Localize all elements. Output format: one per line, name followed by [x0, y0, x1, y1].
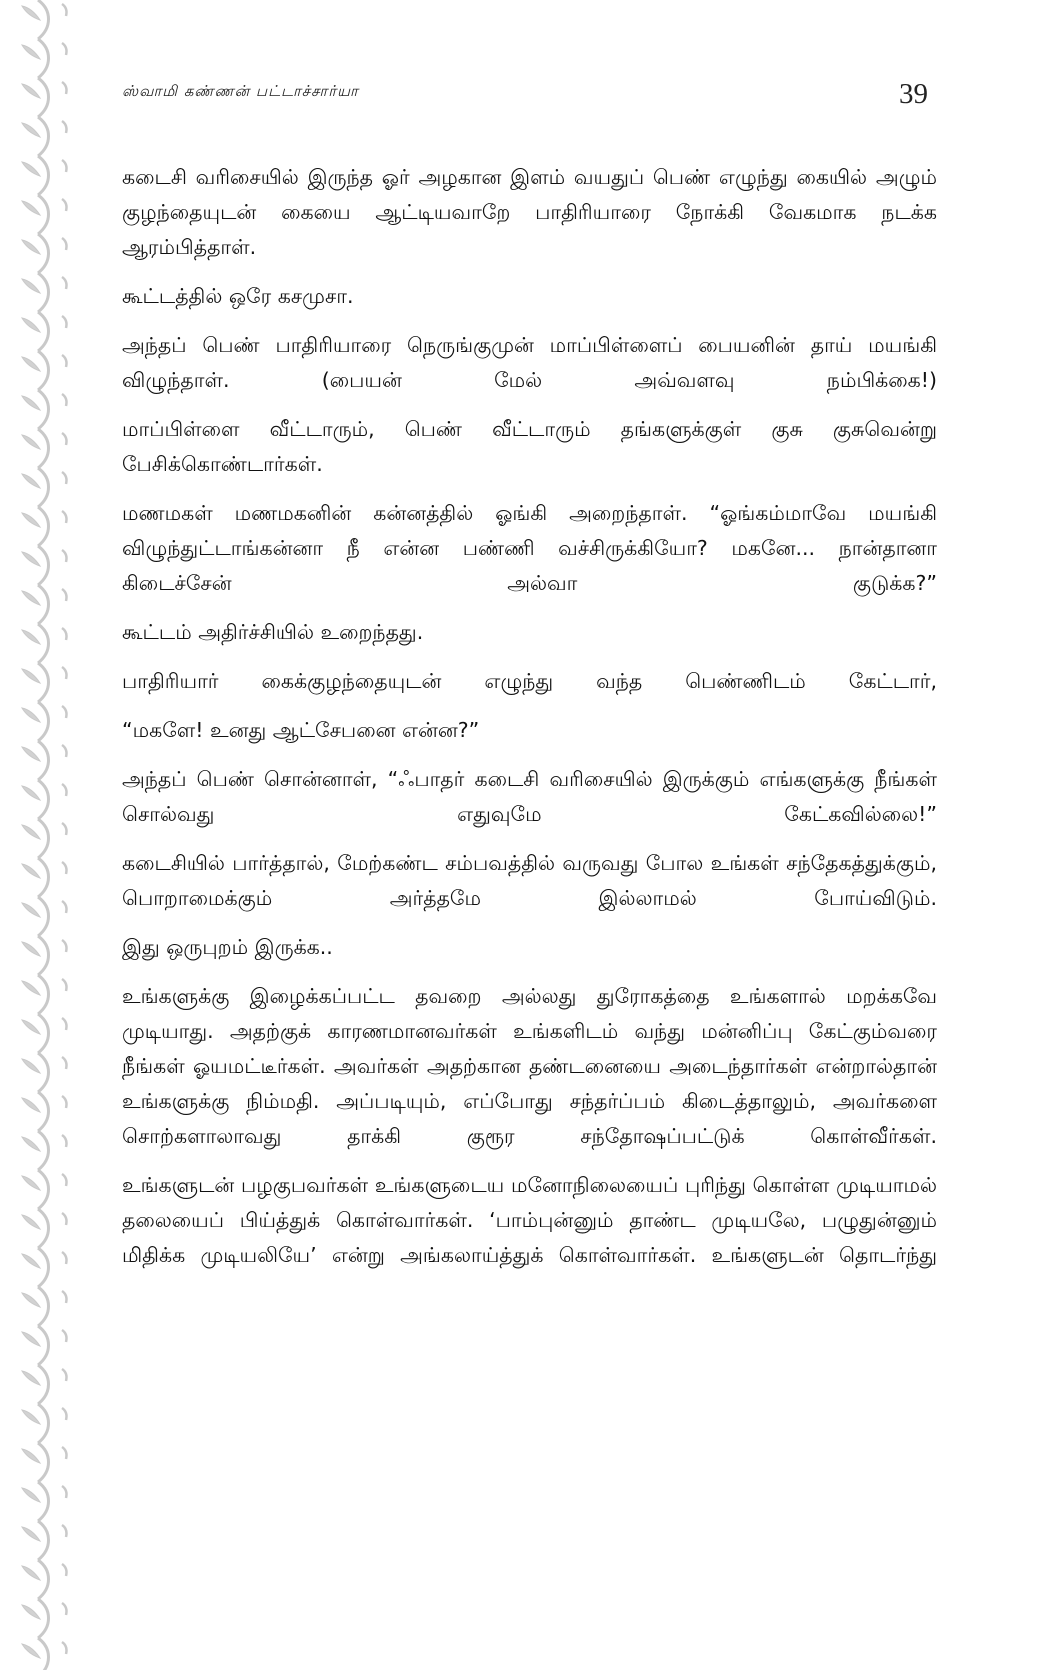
page-body — [122, 160, 937, 1287]
decorative-vine-border — [0, 0, 80, 1670]
vine-tendril — [62, 1603, 67, 1615]
vine-tendril — [62, 1486, 67, 1498]
vine-tendril — [62, 745, 67, 757]
vine-leaf — [22, 1449, 40, 1463]
page-number: 39 — [899, 78, 928, 110]
vine-tendril — [62, 4, 67, 16]
vine-tendril — [62, 1018, 67, 1030]
vine-tendril — [62, 979, 67, 991]
vine-leaf — [22, 1020, 40, 1034]
vine-tendril — [62, 940, 67, 952]
vine-leaf — [22, 1215, 40, 1229]
vine-leaf — [22, 630, 40, 644]
paragraph: கூட்டம் அதிர்ச்சியில் உறைந்தது. — [122, 620, 424, 644]
vine-tendril — [62, 1447, 67, 1459]
vine-leaf — [22, 708, 40, 722]
paragraph: பாதிரியார் கைக்குழந்தையுடன் எழுந்து வந்த பெண்ணிடம் கேட்டார், — [122, 669, 937, 693]
vine-tendril — [62, 511, 67, 523]
vine-tendril — [62, 550, 67, 562]
vine-leaf — [22, 864, 40, 878]
vine-leaf — [22, 591, 40, 605]
vine-leaf — [22, 6, 40, 20]
running-title: ஸ்வாமி கண்ணன் பட்டாச்சார்யா — [122, 82, 359, 100]
vine-tendril — [62, 589, 67, 601]
vine-tendril — [62, 1525, 67, 1537]
vine-leaf — [22, 1332, 40, 1346]
vine-leaf — [22, 1176, 40, 1190]
vine-leaf — [22, 903, 40, 917]
vine-leaf — [22, 1644, 40, 1658]
vine-leaf — [22, 1137, 40, 1151]
vine-tendril — [62, 433, 67, 445]
vine-leaf — [22, 435, 40, 449]
vine-tendril — [62, 628, 67, 640]
vine-leaf — [22, 942, 40, 956]
vine-tendril — [62, 355, 67, 367]
paragraph: உங்களுக்கு இழைக்கப்பட்ட தவறை அல்லது துரோகத்தை உங்களால் மறக்கவே முடியாது. அதற்குக் காரணமானவர்கள் உங்களிடம் வந்து மன்னிப்பு கேட்கும்வரை நீங்கள் ஓயமட்டீர்கள். அவர்கள் அதற்கான தண்டனையை அடைந்தார்கள் என்றால்தான் உங்களுக்கு நிம்மதி. அப்படியும், எப்போது சந்தர்ப்பம் கிடைத்தாலும், அவர்களை சொற்களாலாவது தாக்கி குரூர சந்தோஷப்பட்டுக் கொள்வீர்கள். — [122, 984, 937, 1148]
vine-leaf — [22, 279, 40, 293]
vine-tendril — [62, 784, 67, 796]
vine-leaf — [22, 981, 40, 995]
paragraph: அந்தப் பெண் சொன்னாள், “ஃபாதர் கடைசி வரிசையில் இருக்கும் எங்களுக்கு நீங்கள் சொல்வது எதுவுமே கேட்கவில்லை!” — [122, 767, 937, 826]
vine-tendril — [62, 472, 67, 484]
paragraph: உங்களுடன் பழகுபவர்கள் உங்களுடைய மனோநிலையைப் புரிந்து கொள்ள முடியாமல் தலையைப் பிய்த்துக் கொள்வார்கள். ‘பாம்புன்னும் தாண்ட முடியலே, பழுதுன்னும் மிதிக்க முடியலியே’ என்று அங்கலாய்த்துக் கொள்வார்கள். உங்களுடன் தொடர்ந்து — [122, 1173, 937, 1267]
vine-leaf — [22, 1605, 40, 1619]
vine-leaf — [22, 513, 40, 527]
vine-tendril — [62, 1252, 67, 1264]
vine-tendril — [62, 1057, 67, 1069]
vine-tendril — [62, 1174, 67, 1186]
vine-tendril — [62, 316, 67, 328]
paragraph: கடைசி வரிசையில் இருந்த ஓர் அழகான இளம் வயதுப் பெண் எழுந்து கையில் அழும் குழந்தையுடன் கையை ஆட்டியவாறே பாதிரியாரை நோக்கி வேகமாக நடக்க ஆரம்பித்தாள். — [122, 165, 937, 259]
vine-leaf — [22, 240, 40, 254]
vine-leaf — [22, 123, 40, 137]
vine-leaf — [22, 396, 40, 410]
vine-leaf — [22, 1527, 40, 1541]
vine-tendril — [62, 1135, 67, 1147]
vine-tendril — [62, 82, 67, 94]
paragraph: “மகளே! உனது ஆட்சேபனை என்ன?” — [122, 718, 480, 742]
paragraph: கடைசியில் பார்த்தால், மேற்கண்ட சம்பவத்தில் வருவது போல உங்கள் சந்தேகத்துக்கும், பொறாமைக்கும் அர்த்தமே இல்லாமல் போய்விடும். — [122, 851, 937, 910]
vine-segment — [38, 1638, 49, 1670]
vine-leaf — [22, 1371, 40, 1385]
vine-leaf — [22, 1098, 40, 1112]
vine-tendril — [62, 1564, 67, 1576]
vine-tendril — [62, 823, 67, 835]
vine-leaf — [22, 318, 40, 332]
vine-leaf — [22, 1293, 40, 1307]
paragraph: அந்தப் பெண் பாதிரியாரை நெருங்குமுன் மாப்பிள்ளைப் பையனின் தாய் மயங்கி விழுந்தாள். (பையன் மேல் அவ்வளவு நம்பிக்கை!) — [122, 333, 937, 392]
vine-leaf — [22, 162, 40, 176]
paragraph: மணமகள் மணமகனின் கன்னத்தில் ஓங்கி அறைந்தாள். “ஓங்கம்மாவே மயங்கி விழுந்துட்டாங்கன்னா நீ என்ன பண்ணி வச்சிருக்கியோ? மகனே... நான்தானா கிடைச்சேன் அல்வா குடுக்க?” — [122, 501, 937, 595]
vine-leaf — [22, 825, 40, 839]
vine-leaf — [22, 45, 40, 59]
vine-tendril — [62, 1096, 67, 1108]
vine-leaf — [22, 474, 40, 488]
vine-tendril — [62, 43, 67, 55]
vine-tendril — [62, 199, 67, 211]
vine-tendril — [62, 1642, 67, 1654]
vine-leaf — [22, 1566, 40, 1580]
vine-leaf — [22, 1059, 40, 1073]
paragraph: கூட்டத்தில் ஒரே கசமுசா. — [122, 284, 354, 308]
paragraph: மாப்பிள்ளை வீட்டாரும், பெண் வீட்டாரும் தங்களுக்குள் குசு குசுவென்று பேசிக்கொண்டார்கள். — [122, 417, 937, 476]
vine-tendril — [62, 394, 67, 406]
vine-leaf — [22, 84, 40, 98]
vine-tendril — [62, 160, 67, 172]
vine-tendril — [62, 277, 67, 289]
vine-leaf — [22, 1410, 40, 1424]
vine-tendril — [62, 1369, 67, 1381]
vine-leaf — [22, 1488, 40, 1502]
vine-leaf — [22, 201, 40, 215]
vine-leaf — [22, 1254, 40, 1268]
vine-tendril — [62, 667, 67, 679]
vine-tendril — [62, 862, 67, 874]
vine-tendril — [62, 901, 67, 913]
vine-tendril — [62, 238, 67, 250]
vine-leaf — [22, 552, 40, 566]
vine-leaf — [22, 669, 40, 683]
vine-tendril — [62, 1213, 67, 1225]
paragraph: இது ஒருபுறம் இருக்க.. — [122, 935, 333, 959]
vine-tendril — [62, 121, 67, 133]
vine-tendril — [62, 1408, 67, 1420]
vine-tendril — [62, 706, 67, 718]
vine-tendril — [62, 1291, 67, 1303]
vine-leaf — [22, 747, 40, 761]
vine-tendril — [62, 1330, 67, 1342]
vine-leaf — [22, 357, 40, 371]
vine-leaf — [22, 786, 40, 800]
